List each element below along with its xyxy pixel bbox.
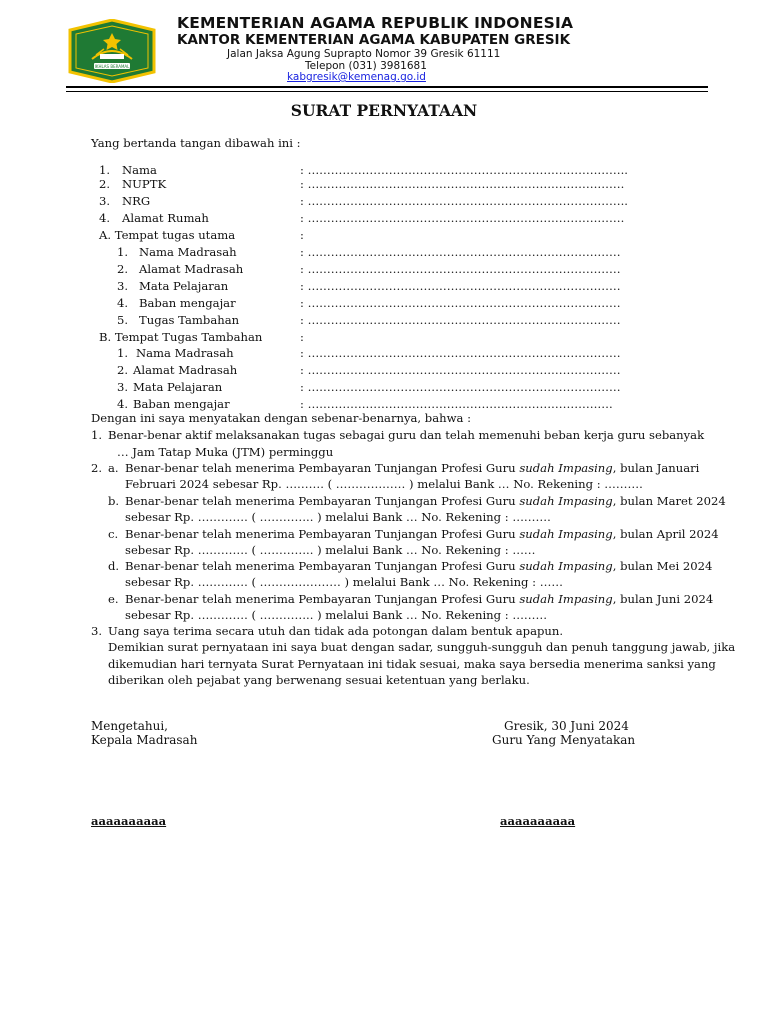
ministry-name: KEMENTERIAN AGAMA REPUBLIK INDONESIA: [177, 14, 574, 32]
office-email-link[interactable]: kabgresik@kemenag.go.id: [287, 71, 426, 83]
list-num: 1.: [117, 346, 129, 360]
point2b-line1: Benar-benar telah menerima Pembayaran Tunjangan Profesi Guru sudah Impasing, bulan Maret 2024: [125, 494, 726, 508]
list-num: 1.: [117, 245, 129, 259]
point-num: 2.: [91, 461, 103, 475]
list-num: 4.: [117, 296, 129, 310]
document-title: SURAT PERNYATAAN: [290, 101, 478, 120]
intro-text: Yang bertanda tangan dibawah ini :: [91, 136, 301, 150]
section-b-value: : …………………………………………………………………….: [300, 397, 613, 411]
sig-right-role: Guru Yang Menyatakan: [492, 733, 636, 747]
identity-num: 3.: [99, 194, 111, 208]
section-b-colon: :: [300, 330, 304, 344]
point2b-line2: sebesar Rp. …………. ( ………….. ) melalui Bank … No. Rekening : ……….: [125, 510, 551, 524]
point2e-line2: sebesar Rp. …………. ( ………….. ) melalui Bank … No. Rekening : ………: [125, 608, 548, 622]
point1-line1: Benar-benar aktif melaksanakan tugas sebagai guru dan telah memenuhi beban kerja guru sebanyak: [108, 428, 705, 442]
identity-num: 4.: [99, 211, 111, 225]
closing-line: dikemudian hari ternyata Surat Pernyataan ini tidak sesuai, maka saya bersedia menerima sanksi yang: [108, 657, 716, 671]
point2-letter: b.: [108, 494, 120, 508]
statement-intro: Dengan ini saya menyatakan dengan sebenar-benarnya, bahwa :: [91, 411, 472, 425]
point2d-line2: sebesar Rp. …………. ( ………………… ) melalui Bank … No. Rekening : ……: [125, 575, 563, 589]
list-num: 4.: [117, 397, 129, 411]
section-a-label: Nama Madrasah: [139, 245, 237, 259]
identity-label-nrg: NRG: [122, 194, 151, 208]
point-num: 1.: [91, 428, 103, 442]
section-a-label: Baban mengajar: [139, 296, 236, 310]
section-a-value: : ………………………………………………………………………: [300, 279, 621, 293]
identity-label-nuptk: NUPTK: [122, 177, 167, 191]
section-a-value: : ………………………………………………………………………: [300, 245, 621, 259]
section-b-label: Nama Madrasah: [136, 346, 234, 360]
identity-value-address: : ……………………………………………………………………….: [300, 211, 625, 225]
letterhead-rule-thick: [66, 86, 708, 88]
section-a-label: Tugas Tambahan: [139, 313, 240, 327]
identity-label-address: Alamat Rumah: [122, 211, 209, 225]
section-b-label: Mata Pelajaran: [133, 380, 223, 394]
closing-line: diberikan oleh pejabat yang berwenang sesuai ketentuan yang berlaku.: [108, 673, 530, 687]
list-num: 5.: [117, 313, 129, 327]
list-num: 3.: [117, 380, 129, 394]
section-a-label: Mata Pelajaran: [139, 279, 229, 293]
point2-letter: e.: [108, 592, 119, 606]
point3-text: Uang saya terima secara utuh dan tidak ada potongan dalam bentuk apapun.: [108, 624, 564, 638]
list-num: 3.: [117, 279, 129, 293]
section-a-value: : ………………………………………………………………………: [300, 296, 621, 310]
sig-left-label: Mengetahui,: [91, 719, 168, 733]
point2a-line2: Februari 2024 sebesar Rp. ………. ( ……………… ) melalui Bank … No. Rekening : ……….: [125, 477, 643, 491]
identity-num: 2.: [99, 177, 111, 191]
section-b-label: Alamat Madrasah: [133, 363, 238, 377]
section-b-label: Baban mengajar: [133, 397, 230, 411]
list-num: 2.: [117, 262, 129, 276]
identity-value-name: : ………………………………………………………………………..: [300, 163, 628, 177]
section-b-value: : ………………………………………………………………………: [300, 380, 621, 394]
section-b-value: : ………………………………………………………………………: [300, 346, 621, 360]
identity-num: 1.: [99, 163, 111, 177]
identity-label-name: Nama: [122, 163, 157, 177]
logo-motto: IKHLAS BERAMAL: [94, 64, 130, 69]
point2-letter: c.: [108, 527, 119, 541]
point-num: 3.: [91, 624, 103, 638]
closing-line: Demikian surat pernyataan ini saya buat dengan sadar, sungguh-sungguh dan penuh tanggung jawab, jika: [108, 640, 736, 654]
point1-line2: … Jam Tatap Muka (JTM) perminggu: [117, 445, 334, 459]
section-a-colon: :: [300, 228, 304, 242]
point2-letter: a.: [108, 461, 119, 475]
point2a-line1: Benar-benar telah menerima Pembayaran Tunjangan Profesi Guru sudah Impasing, bulan Januari: [125, 461, 700, 475]
letterhead-rule-thin: [66, 91, 708, 92]
office-name: KANTOR KEMENTERIAN AGAMA KABUPATEN GRESIK: [177, 32, 571, 48]
office-phone: Telepon (031) 3981681: [305, 60, 427, 72]
section-b-heading: B. Tempat Tugas Tambahan: [99, 330, 263, 344]
point2c-line1: Benar-benar telah menerima Pembayaran Tunjangan Profesi Guru sudah Impasing, bulan April 2024: [125, 527, 719, 541]
sig-left-name: aaaaaaaaaa: [91, 814, 167, 828]
identity-value-nrg: : ………………………………………………………………………..: [300, 194, 628, 208]
office-address: Jalan Jaksa Agung Suprapto Nomor 39 Gresik 61111: [227, 48, 501, 60]
section-a-value: : ………………………………………………………………………: [300, 262, 621, 276]
section-a-heading: A. Tempat tugas utama: [99, 228, 236, 242]
sig-right-name: aaaaaaaaaa: [500, 814, 576, 828]
sig-right-place-date: Gresik, 30 Juni 2024: [504, 719, 629, 733]
section-a-label: Alamat Madrasah: [139, 262, 244, 276]
list-num: 2.: [117, 363, 129, 377]
section-a-value: : ………………………………………………………………………: [300, 313, 621, 327]
point2d-line1: Benar-benar telah menerima Pembayaran Tunjangan Profesi Guru sudah Impasing, bulan Mei 2024: [125, 559, 713, 573]
sig-left-role: Kepala Madrasah: [91, 733, 198, 747]
section-b-value: : ………………………………………………………………………: [300, 363, 621, 377]
kemenag-logo: [66, 19, 158, 83]
point2-letter: d.: [108, 559, 120, 573]
point2c-line2: sebesar Rp. …………. ( ………….. ) melalui Bank … No. Rekening : ……: [125, 543, 536, 557]
identity-value-nuptk: : ……………………………………………………………………….: [300, 177, 625, 191]
point2e-line1: Benar-benar telah menerima Pembayaran Tunjangan Profesi Guru sudah Impasing, bulan Juni 2024: [125, 592, 714, 606]
